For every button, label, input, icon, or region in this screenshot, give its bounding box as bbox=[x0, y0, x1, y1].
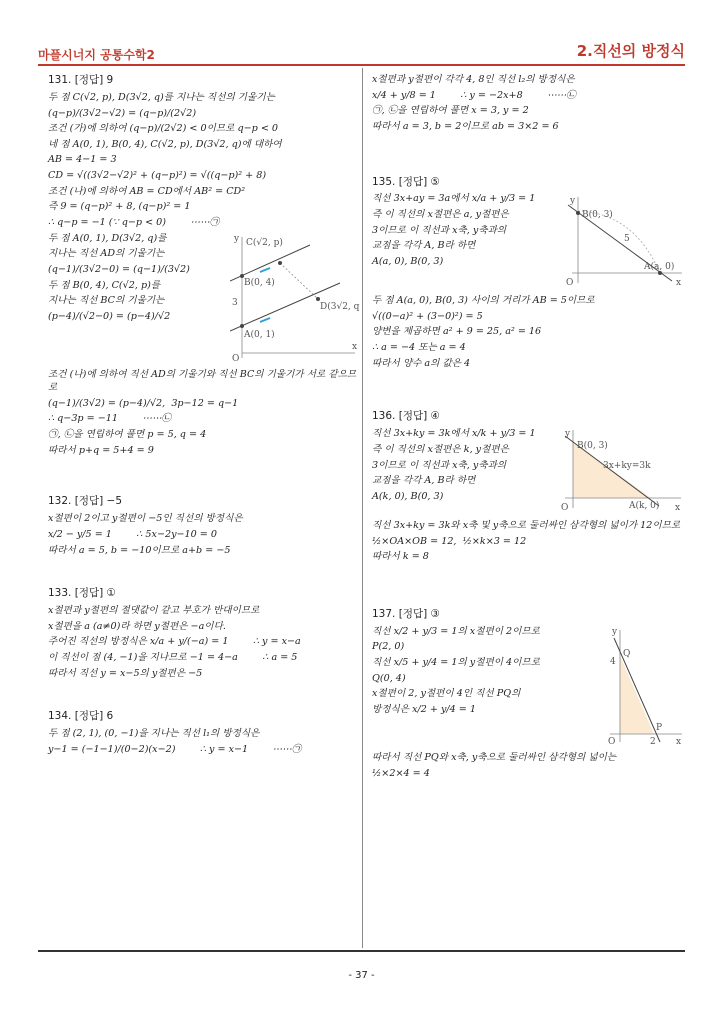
fig-label-origin: O bbox=[232, 353, 240, 363]
figure-137 bbox=[604, 626, 684, 751]
line: 직선 3x+ky = 3k에서 x/k + y/3 = 1 bbox=[372, 428, 536, 440]
solution-133 bbox=[48, 587, 360, 680]
line: 두 점 (2, 1), (0, −1)을 지나는 직선 l₁의 방정식은 bbox=[48, 728, 260, 740]
line: AB = 4−1 = 3 bbox=[48, 154, 117, 166]
footer-divider bbox=[38, 950, 685, 952]
line: 즉 9 = (q−p)² + 8, (q−p)² = 1 bbox=[48, 201, 191, 213]
line: x절편이 2이고 y절편이 −5인 직선의 방정식은 bbox=[48, 513, 243, 525]
fig-label-a: A(k, 0) bbox=[629, 501, 660, 512]
line: 이 직선이 점 (4, −1)을 지나므로 −1 = 4−a ∴ a = 5 bbox=[48, 652, 298, 664]
answer-136: 136. [정답] ④ bbox=[372, 410, 440, 423]
line: 조건 (나)에 의하여 직선 AD의 기울기와 직선 BC의 기울기가 서로 같으므로 bbox=[48, 369, 357, 394]
line: 따라서 직선 y = x−5의 y절편은 −5 bbox=[48, 667, 203, 679]
fig-label-b: B(0, 3) bbox=[582, 210, 613, 221]
fig-label-a: A(a, 0) bbox=[644, 262, 675, 273]
line: 두 점 A(a, 0), B(0, 3) 사이의 거리가 AB = 5이므로 bbox=[372, 295, 595, 307]
line: 교점을 각각 A, B라 하면 bbox=[372, 240, 476, 252]
line: 조건 (가)에 의하여 (q−p)/(2√2) < 0이므로 q−p < 0 bbox=[48, 123, 279, 135]
line: 따라서 직선 PQ와 x축, y축으로 둘러싸인 삼각형의 넓이는 bbox=[372, 752, 617, 764]
fig-axis-y: y bbox=[612, 626, 618, 637]
figure-131 bbox=[230, 233, 360, 368]
answer-134: 134. [정답] 6 bbox=[48, 710, 114, 723]
line: x절편과 y절편이 각각 4, 8인 직선 l₂의 방정식은 bbox=[372, 74, 575, 85]
fig-label-p: P bbox=[656, 722, 663, 733]
solution-134-part2 bbox=[372, 74, 684, 134]
fig-label-four: 4 bbox=[610, 656, 616, 667]
answer-132: 132. [정답] −5 bbox=[48, 495, 123, 508]
line: 따라서 k = 8 bbox=[372, 551, 429, 563]
line: Q(0, 4) bbox=[372, 672, 406, 684]
line: 직선 3x+ky = 3k와 x축 및 y축으로 둘러싸인 삼각형의 넓이가 12이므로 bbox=[372, 519, 681, 531]
line: 즉 이 직선의 x절편은 k, y절편은 bbox=[372, 443, 509, 455]
line: P(2, 0) bbox=[372, 641, 405, 653]
solution-132 bbox=[48, 495, 360, 557]
line: 따라서 a = 3, b = 2이므로 ab = 3×2 = 6 bbox=[372, 120, 559, 132]
fig-label-q: Q bbox=[623, 648, 631, 659]
line: √((0−a)² + (3−0)²) = 5 bbox=[372, 310, 483, 322]
fig-label-two: 2 bbox=[650, 736, 656, 746]
figure-135 bbox=[564, 193, 684, 293]
left-column bbox=[48, 74, 360, 779]
line: 조건 (나)에 의하여 AB = CD에서 AB² = CD² bbox=[48, 185, 246, 197]
fig-axis-x: x bbox=[676, 736, 682, 746]
column-divider bbox=[362, 68, 363, 948]
line: 직선 3x+ay = 3a에서 x/a + y/3 = 1 bbox=[372, 193, 536, 205]
line: (q−1)/(3√2−0) = (q−1)/(3√2) bbox=[48, 264, 190, 276]
fig-label-origin: O bbox=[608, 736, 616, 746]
line: ㉠, ㉡을 연립하여 풀면 x = 3, y = 2 bbox=[372, 105, 529, 117]
line: x/4 + y/8 = 1 ∴ y = −2x+8 ⋯⋯㉡ bbox=[372, 89, 576, 101]
line: 따라서 p+q = 5+4 = 9 bbox=[48, 444, 154, 456]
fig-axis-x: x bbox=[675, 503, 681, 514]
line: 3이므로 이 직선과 x축, y축과의 bbox=[372, 224, 507, 236]
fig-axis-x: x bbox=[352, 341, 358, 352]
line: A(a, 0), B(0, 3) bbox=[372, 256, 444, 268]
fig-label-five: 5 bbox=[624, 234, 630, 245]
solution-135 bbox=[372, 176, 684, 371]
line: 두 점 A(0, 1), D(3√2, q)를 bbox=[48, 232, 167, 244]
line: 직선 x/5 + y/4 = 1의 y절편이 4이므로 bbox=[372, 657, 540, 669]
line: 두 점 C(√2, p), D(3√2, q)를 지나는 직선의 기울기는 bbox=[48, 91, 275, 103]
answer-137: 137. [정답] ③ bbox=[372, 607, 440, 620]
line: (p−4)/(√2−0) = (p−4)/√2 bbox=[48, 311, 171, 323]
fig-label-origin: O bbox=[561, 503, 569, 514]
line: ∴ q−3p = −11 ⋯⋯㉡ bbox=[48, 413, 172, 425]
line: 즉 이 직선의 x절편은 a, y절편은 bbox=[372, 209, 509, 221]
line: CD = √((3√2−√2)² + (q−p)²) = √((q−p)² + 8) bbox=[48, 170, 267, 182]
fig-axis-y: y bbox=[565, 429, 571, 440]
line: (q−p)/(3√2−√2) = (q−p)/(2√2) bbox=[48, 107, 197, 119]
line: 방정식은 x/2 + y/4 = 1 bbox=[372, 704, 477, 716]
fig-label-b: B(0, 4) bbox=[244, 277, 275, 288]
line: x/2 − y/5 = 1 ∴ 5x−2y−10 = 0 bbox=[48, 528, 217, 540]
line: 따라서 양수 a의 값은 4 bbox=[372, 357, 471, 369]
answer-135: 135. [정답] ⑤ bbox=[372, 175, 440, 188]
line: ½×2×4 = 4 bbox=[372, 768, 430, 780]
fig-axis-y: y bbox=[234, 233, 240, 244]
header-book-title: 마플시너지 공통수학2 bbox=[38, 48, 155, 62]
line: ∴ q−p = −1 (∵ q−p < 0) ⋯⋯㉠ bbox=[48, 217, 220, 229]
header-chapter-title: 2.직선의 방정식 bbox=[576, 42, 685, 60]
line: (q−1)/(3√2) = (p−4)/√2, 3p−12 = q−1 bbox=[48, 397, 239, 409]
fig-label-eq: 3x+ky=3k bbox=[603, 461, 651, 472]
line: A(k, 0), B(0, 3) bbox=[372, 490, 444, 502]
solution-131 bbox=[48, 74, 360, 457]
fig-label-b: B(0, 3) bbox=[577, 441, 608, 452]
line: 네 점 A(0, 1), B(0, 4), C(√2, p), D(3√2, q)에 대하여 bbox=[48, 138, 282, 150]
line: x절편이 2, y절편이 4인 직선 PQ의 bbox=[372, 688, 521, 700]
line: 두 점 B(0, 4), C(√2, p)를 bbox=[48, 279, 161, 291]
page-number: - 37 - bbox=[348, 970, 375, 981]
solution-134-part1 bbox=[48, 710, 360, 756]
line: ㉠, ㉡을 연립하여 풀면 p = 5, q = 4 bbox=[48, 429, 207, 441]
line: 양변을 제곱하면 a² + 9 = 25, a² = 16 bbox=[372, 326, 542, 338]
fig-label-origin: O bbox=[566, 278, 574, 289]
line: ½×OA×OB = 12, ½×k×3 = 12 bbox=[372, 535, 527, 547]
fig-label-c: C(√2, p) bbox=[246, 237, 283, 248]
line: x절편을 a (a≠0)라 하면 y절편은 −a이다. bbox=[48, 620, 226, 632]
line: 3이므로 이 직선과 x축, y축과의 bbox=[372, 459, 507, 471]
fig-label-d: D(3√2, q) bbox=[320, 301, 360, 312]
fig-label-a: A(0, 1) bbox=[244, 329, 275, 340]
line: 교점을 각각 A, B라 하면 bbox=[372, 475, 476, 487]
line: 따라서 a = 5, b = −10이므로 a+b = −5 bbox=[48, 544, 231, 556]
line: x절편과 y절편의 절댓값이 같고 부호가 반대이므로 bbox=[48, 605, 260, 617]
solution-137 bbox=[372, 608, 684, 781]
line: 지나는 직선 BC의 기울기는 bbox=[48, 295, 165, 307]
line: ∴ a = −4 또는 a = 4 bbox=[372, 342, 466, 354]
fig-axis-y: y bbox=[570, 196, 576, 207]
header-divider bbox=[38, 64, 685, 66]
solution-136 bbox=[372, 410, 684, 563]
line: 지나는 직선 AD의 기울기는 bbox=[48, 248, 165, 260]
right-column bbox=[372, 74, 684, 803]
figure-136 bbox=[559, 428, 684, 518]
answer-133: 133. [정답] ① bbox=[48, 587, 116, 600]
line: 주어진 직선의 방정식은 x/a + y/(−a) = 1 ∴ y = x−a bbox=[48, 636, 301, 648]
answer-131: 131. [정답] 9 bbox=[48, 74, 114, 86]
fig-axis-x: x bbox=[676, 278, 682, 289]
fig-label-three: 3 bbox=[232, 297, 238, 308]
line: y−1 = (−1−1)/(0−2)(x−2) ∴ y = x−1 ⋯⋯㉠ bbox=[48, 743, 302, 755]
line: 직선 x/2 + y/3 = 1의 x절편이 2이므로 bbox=[372, 625, 540, 637]
